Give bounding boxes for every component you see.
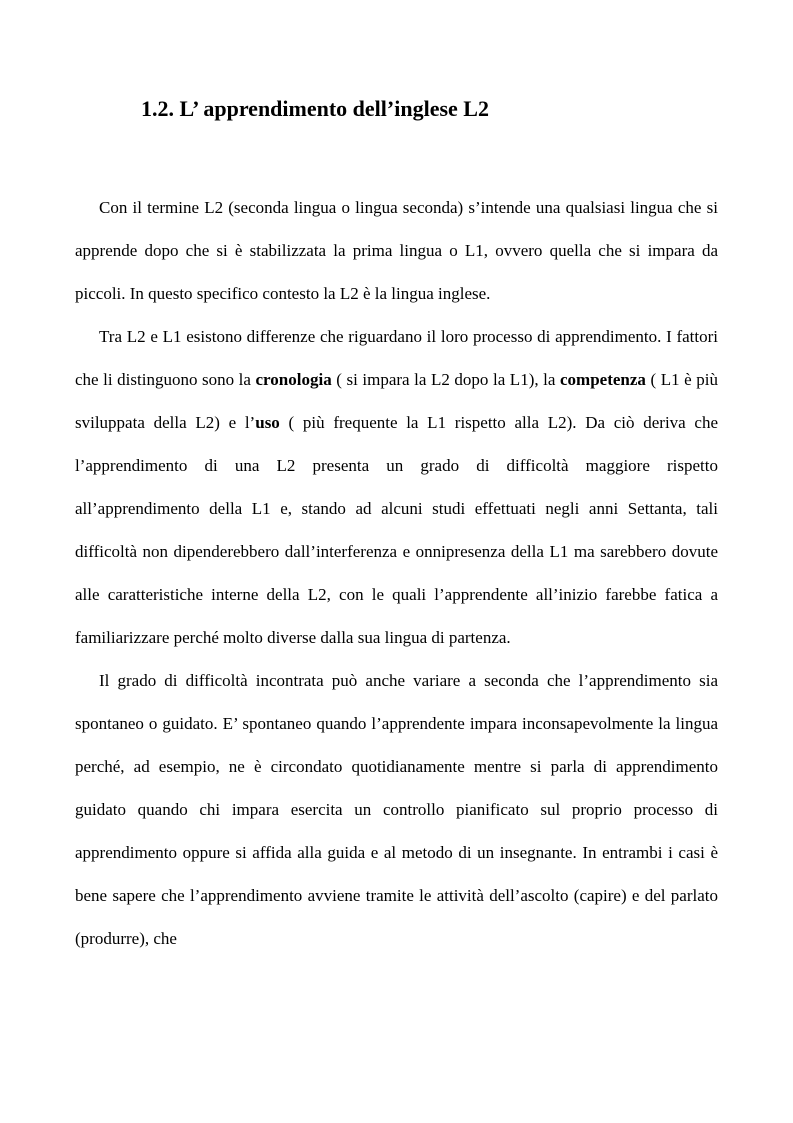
paragraph-text: ( si impara la L2 dopo la L1), la	[331, 370, 560, 389]
term-cronologia: cronologia	[255, 370, 332, 389]
term-uso: uso	[255, 413, 280, 432]
paragraph-text: ( L1 è più sviluppata della L2) e l’	[75, 370, 718, 432]
paragraph-definition: Con il termine L2 (seconda lingua o lingua seconda) s’intende una qualsiasi lingua che si apprende dopo che si è stabilizzata la prima lingua o L1, ovvero quella che si impara da piccoli. In questo specifico contesto la L2 è la lingua inglese.	[75, 198, 718, 303]
body-text	[75, 186, 718, 960]
paragraph-differences	[75, 315, 718, 659]
section-heading: 1.2. L’ apprendimento dell’inglese L2	[141, 96, 489, 121]
term-competenza: competenza	[560, 370, 646, 389]
paragraph-difficulty: Il grado di difficoltà incontrata può anche variare a seconda che l’apprendimento sia spontaneo o guidato. E’ spontaneo quando l’apprendente impara inconsapevolmente la lingua perché, ad esempio, ne è circondato quotidianamente mentre si parla di apprendimento guidato quando chi impara esercita un controllo pianificato sul proprio processo di apprendimento oppure si affida alla guida e al metodo di un insegnante. In entrambi i casi è bene sapere che l’apprendimento avviene tramite le attività dell’ascolto (capire) e del parlato (produrre), che	[75, 671, 718, 948]
paragraph-text: Tra L2 e L1 esistono differenze che riguardano il loro processo di apprendimento. I fattori che li distinguono sono la	[75, 327, 718, 389]
paragraph-text: ( più frequente la L1 rispetto alla L2). Da ciò deriva che l’apprendimento di una L2 presenta un grado di difficoltà maggiore rispetto all’apprendimento della L1 e, stando ad alcuni studi effettuati negli anni Settanta, tali difficoltà non dipenderebbero dall’interferenza e onnipresenza della L1 ma sarebbero dovute alle caratteristiche interne della L2, con le quali l’apprendente all’inizio farebbe fatica a familiarizzare perché molto diverse dalla sua lingua di partenza.	[75, 413, 719, 647]
